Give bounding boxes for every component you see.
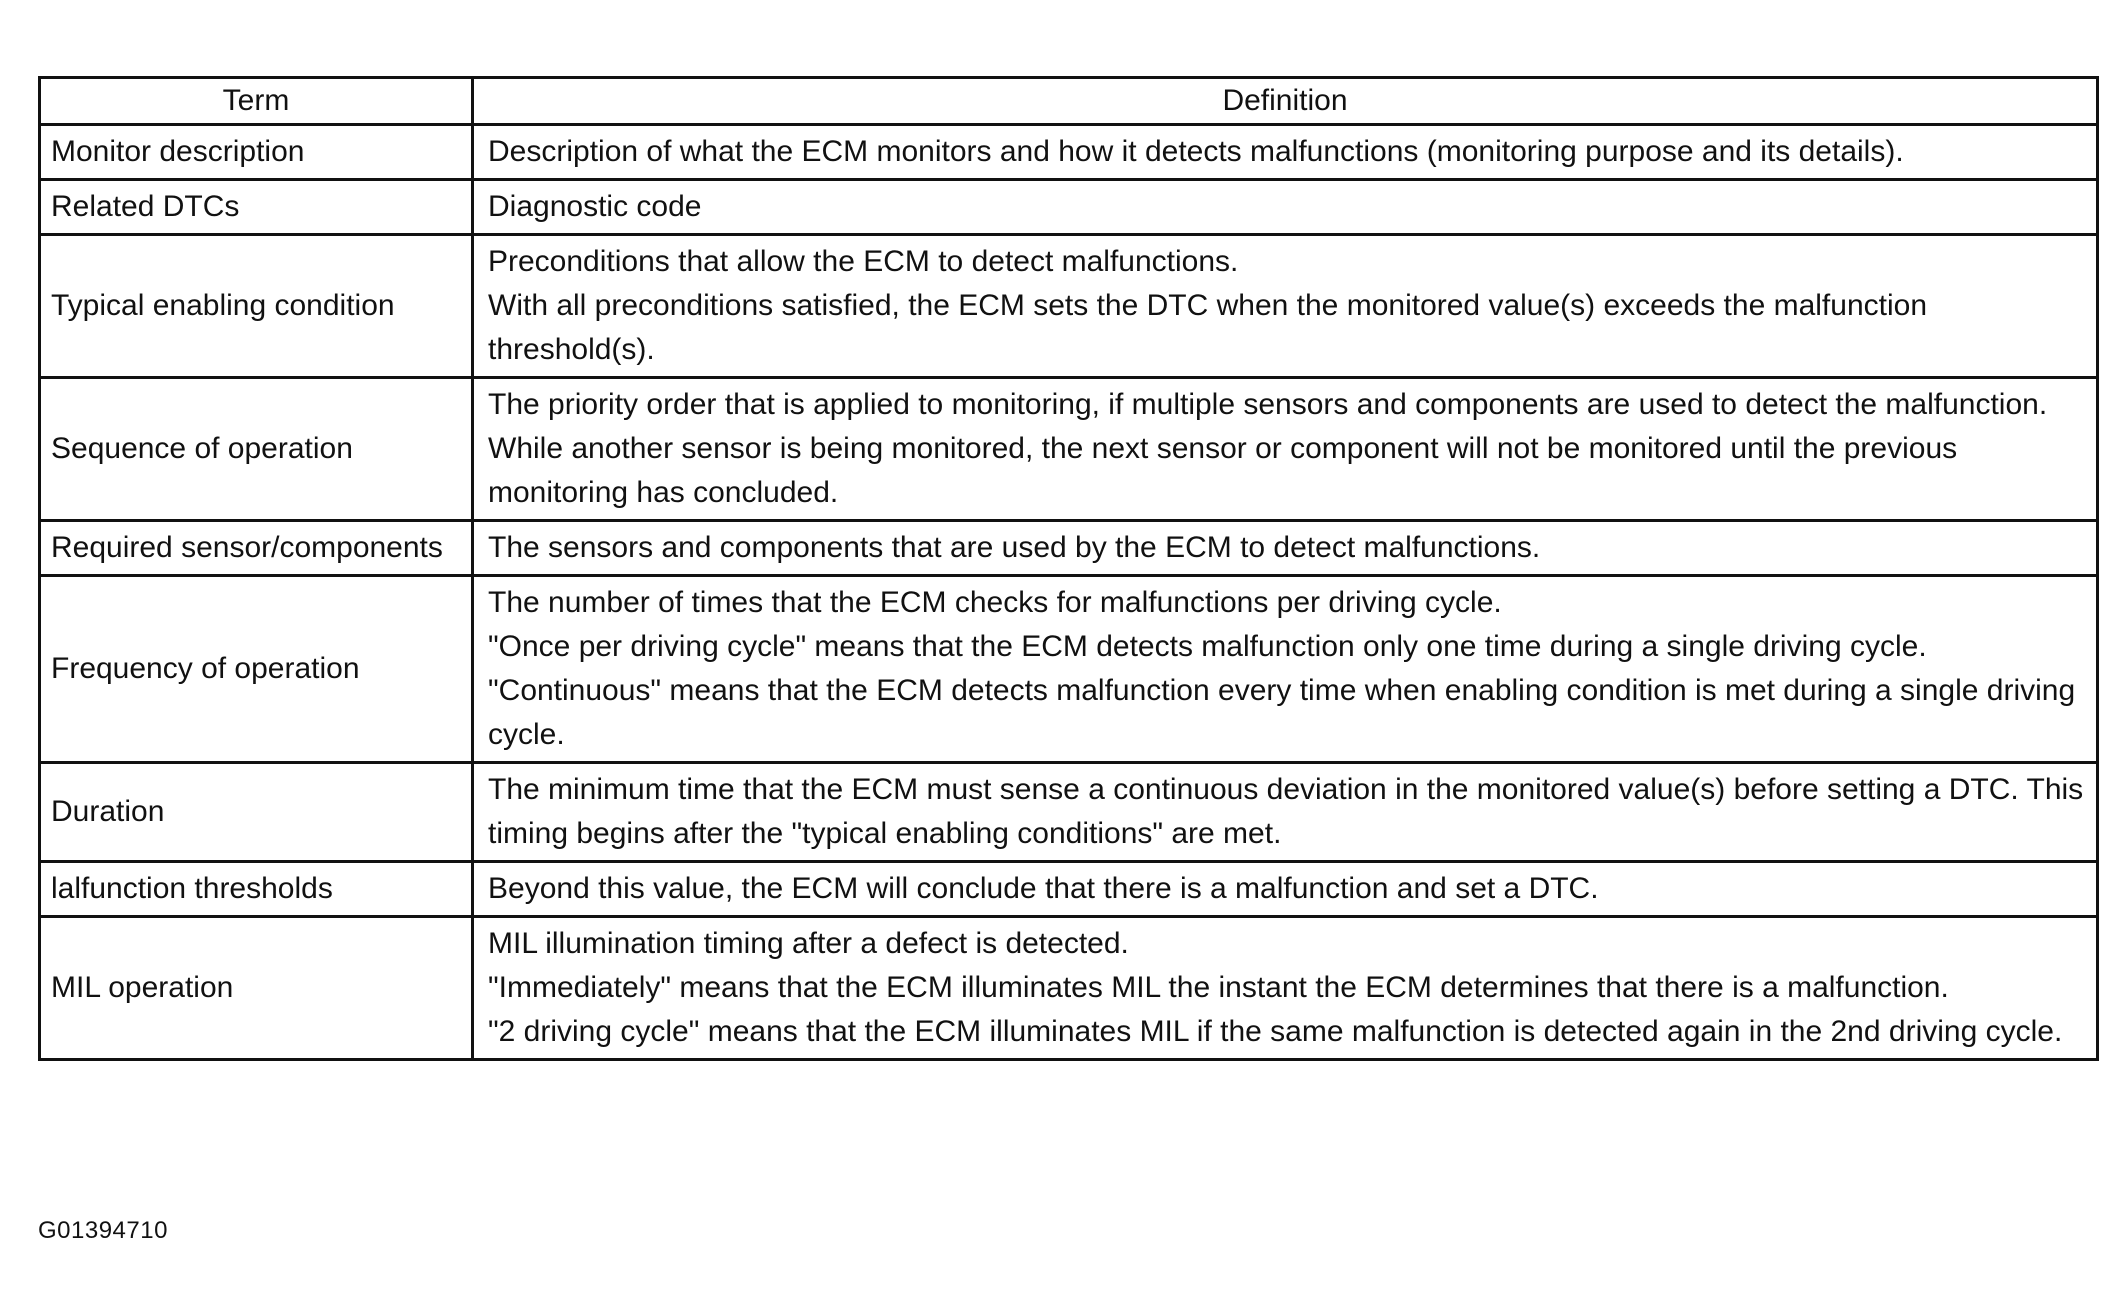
definition-cell <box>473 862 2098 917</box>
table-row <box>40 378 2098 521</box>
term-cell: MIL operation <box>40 917 473 1060</box>
table-row <box>40 180 2098 235</box>
table-row <box>40 862 2098 917</box>
definition-line: "Once per driving cycle" means that the ECM detects malfunction only one time during a single driving cycle. <box>488 630 1927 663</box>
table-row <box>40 917 2098 1060</box>
term-cell: Required sensor/components <box>40 521 473 576</box>
definition-line: The sensors and components that are used by the ECM to detect malfunctions. <box>488 531 1541 564</box>
table-header <box>40 78 2098 125</box>
definition-column-header: Definition <box>473 78 2098 125</box>
table-row <box>40 763 2098 862</box>
term-cell: Frequency of operation <box>40 576 473 763</box>
figure-id: G01394710 <box>38 1217 168 1244</box>
term-column-header: Term <box>40 78 473 125</box>
table-row <box>40 125 2098 180</box>
definition-line: The minimum time that the ECM must sense a continuous deviation in the monitored value(s) before setting a DTC. This timing begins after the "typical enabling conditions" are met. <box>488 773 2084 850</box>
definition-line: With all preconditions satisfied, the ECM sets the DTC when the monitored value(s) exceeds the malfunction threshold(s). <box>488 289 1928 366</box>
definition-line: "Continuous" means that the ECM detects malfunction every time when enabling condition is met during a single driving cycle. <box>488 674 2076 751</box>
definition-cell <box>473 125 2098 180</box>
definition-line: The number of times that the ECM checks for malfunctions per driving cycle. <box>488 586 1502 619</box>
definition-cell <box>473 378 2098 521</box>
term-cell: Typical enabling condition <box>40 235 473 378</box>
definition-line: Beyond this value, the ECM will conclude that there is a malfunction and set a DTC. <box>488 872 1599 905</box>
definition-line: "Immediately" means that the ECM illuminates MIL the instant the ECM determines that there is a malfunction. <box>488 971 1949 1004</box>
term-cell: Related DTCs <box>40 180 473 235</box>
table-row <box>40 235 2098 378</box>
definition-line: Description of what the ECM monitors and how it detects malfunctions (monitoring purpose and its details). <box>488 135 1904 168</box>
definition-cell <box>473 763 2098 862</box>
term-cell: Sequence of operation <box>40 378 473 521</box>
terms-definition-table <box>38 76 2099 1061</box>
definition-cell <box>473 235 2098 378</box>
definition-line: Preconditions that allow the ECM to detect malfunctions. <box>488 245 1239 278</box>
definition-line: Diagnostic code <box>488 190 702 223</box>
definition-cell <box>473 917 2098 1060</box>
header-row <box>40 78 2098 125</box>
term-cell: Monitor description <box>40 125 473 180</box>
table-row <box>40 521 2098 576</box>
definition-line: The priority order that is applied to monitoring, if multiple sensors and components are used to detect the malfunction. <box>488 388 2048 421</box>
table-row <box>40 576 2098 763</box>
table-body <box>40 125 2098 1060</box>
definition-line: MIL illumination timing after a defect is detected. <box>488 927 1129 960</box>
definition-line: "2 driving cycle" means that the ECM illuminates MIL if the same malfunction is detected again in the 2nd driving cycle. <box>488 1015 2063 1048</box>
term-cell: lalfunction thresholds <box>40 862 473 917</box>
term-cell: Duration <box>40 763 473 862</box>
definition-cell <box>473 521 2098 576</box>
definition-cell <box>473 576 2098 763</box>
definition-cell <box>473 180 2098 235</box>
definition-line: While another sensor is being monitored, the next sensor or component will not be monitored until the previous monitoring has concluded. <box>488 432 1958 509</box>
